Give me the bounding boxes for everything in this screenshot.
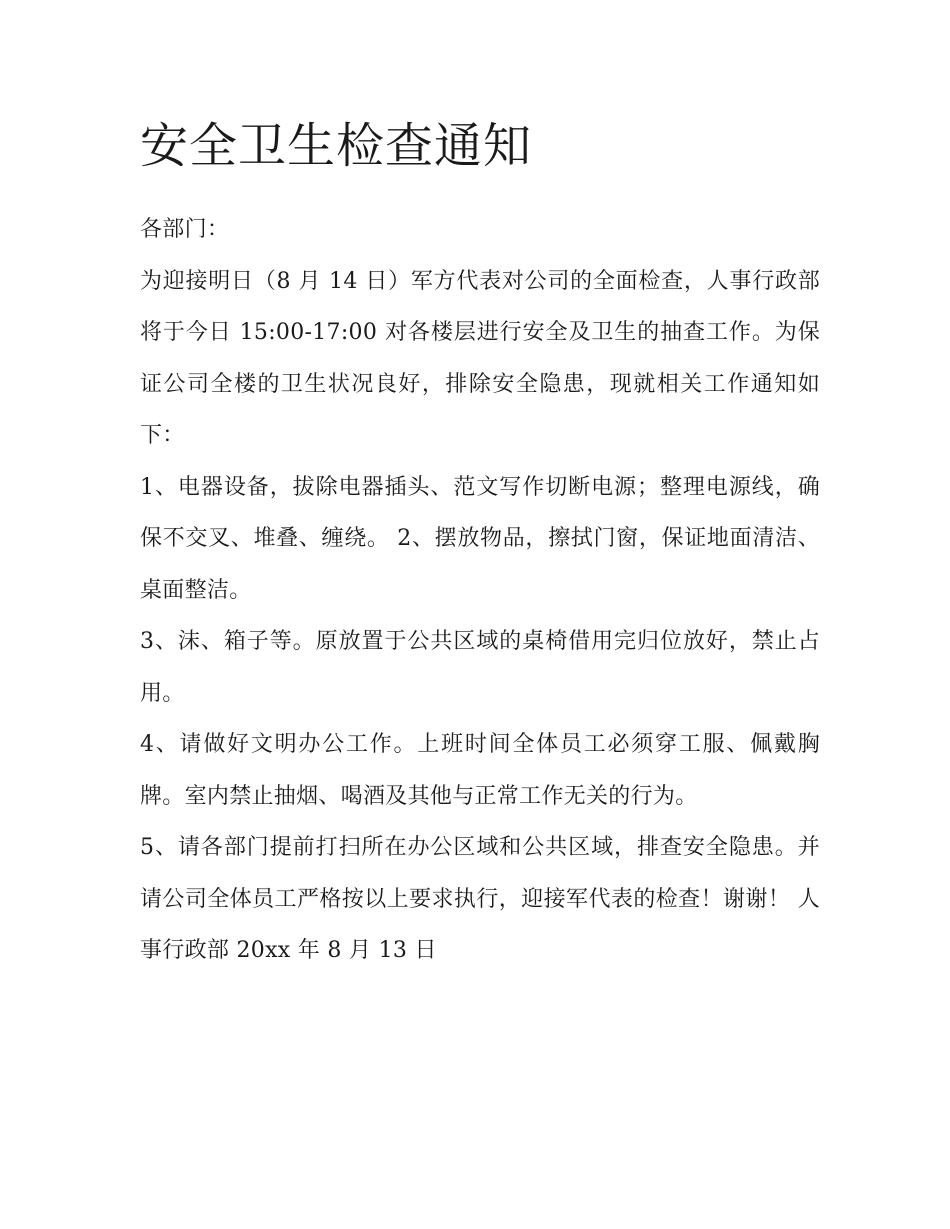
intro-paragraph: 为迎接明日（8 月 14 日）军方代表对公司的全面检查，人事行政部将于今日 15:00-17:00 对各楼层进行安全及卫生的抽查工作。为保证公司全楼的卫生状况良好，排除安全隐患，现就相关工作通知如下： xyxy=(140,268,820,448)
document-content xyxy=(140,112,820,977)
item-1-2-paragraph: 1、电器设备，拔除电器插头、范文写作切断电源；整理电源线，确保不交叉、堆叠、缠绕。 2、摆放物品，擦拭门窗，保证地面清洁、桌面整洁。 xyxy=(140,474,820,603)
item-5-signature-paragraph: 5、请各部门提前打扫所在办公区域和公共区域，排查安全隐患。并请公司全体员工严格按以上要求执行，迎接军代表的检查！谢谢！ 人事行政部 20xx 年 8 月 13 日 xyxy=(140,835,820,963)
item-4-paragraph: 4、请做好文明办公工作。上班时间全体员工必须穿工服、佩戴胸牌。室内禁止抽烟、喝酒及其他与正常工作无关的行为。 xyxy=(140,732,820,809)
item-3-paragraph: 3、沫、箱子等。原放置于公共区域的桌椅借用完归位放好，禁止占用。 xyxy=(140,629,820,706)
document-body xyxy=(140,204,820,977)
greeting: 各部门： xyxy=(140,217,230,242)
document-title: 安全卫生检查通知 xyxy=(140,118,533,174)
